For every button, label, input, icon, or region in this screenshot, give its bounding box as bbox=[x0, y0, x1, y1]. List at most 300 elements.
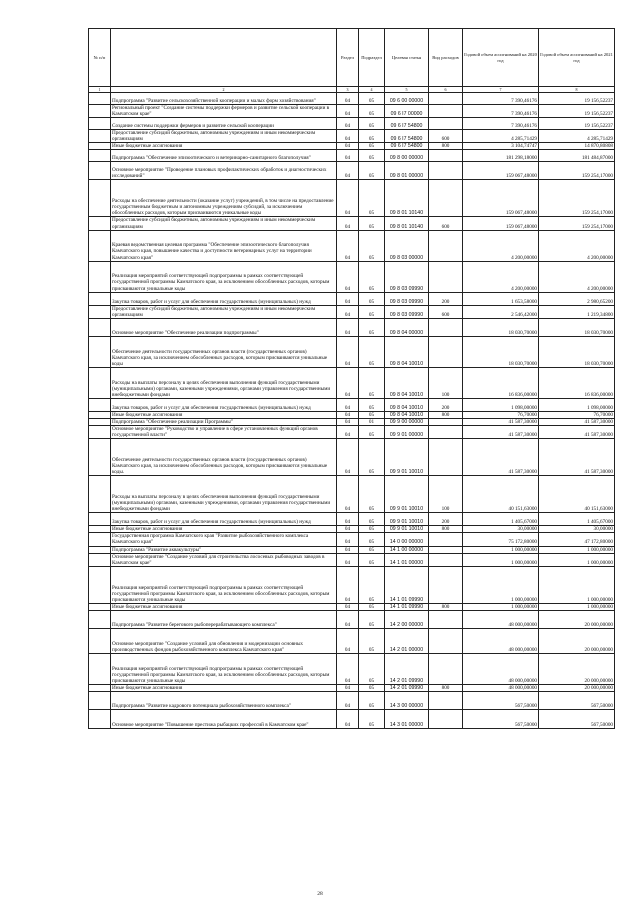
row-volume-2020-cell: 48 000,00000 bbox=[463, 653, 539, 684]
table-row bbox=[89, 105, 615, 118]
row-section-cell: 04 bbox=[337, 217, 359, 230]
row-volume-2021-cell: 76,70000 bbox=[539, 411, 615, 418]
row-section-cell: 04 bbox=[337, 533, 359, 546]
row-volume-2021-cell: 16 836,00000 bbox=[539, 367, 615, 398]
row-name-cell: Подпрограмма "Обеспечение реализации Программы" bbox=[111, 418, 337, 425]
row-volume-2020-cell: 567,50000 bbox=[463, 691, 539, 709]
row-volume-2020-cell: 4 285,71429 bbox=[463, 130, 539, 143]
row-volume-2020-cell: 1 000,00000 bbox=[463, 603, 539, 610]
row-name-cell: Иные бюджетные ассигнования bbox=[111, 526, 337, 533]
row-volume-2020-cell: 7 390,46176 bbox=[463, 118, 539, 130]
row-volume-2021-cell: 18 030,70000 bbox=[539, 318, 615, 336]
row-section-cell: 04 bbox=[337, 130, 359, 143]
row-number-cell bbox=[89, 603, 111, 610]
row-number-cell bbox=[89, 476, 111, 513]
row-volume-2021-cell: 1 098,00000 bbox=[539, 398, 615, 411]
row-number-cell bbox=[89, 305, 111, 318]
row-number-cell bbox=[89, 150, 111, 162]
row-subsection-cell: 05 bbox=[359, 546, 385, 553]
row-name-cell: Реализация мероприятий соответствующей подпрограммы в рамках соответствующей государственной программы Камчатского края, за исключением обособленных расходов, которым присваиваются уникальные коды bbox=[111, 566, 337, 603]
row-name-cell: Закупка товаров, работ и услуг для обеспечения государственных (муниципальных) нужд bbox=[111, 398, 337, 411]
row-volume-2020-cell: 41 587,30000 bbox=[463, 418, 539, 425]
row-subsection-cell: 05 bbox=[359, 305, 385, 318]
row-volume-2021-cell: 1 219,34800 bbox=[539, 305, 615, 318]
row-subsection-cell: 05 bbox=[359, 628, 385, 653]
row-target-article-cell: 09 6 I7 54800 bbox=[385, 130, 429, 143]
row-name-cell: Основное мероприятие "Создание условий для строительства лососевых рыбоводных заводов в Камчатском крае" bbox=[111, 553, 337, 566]
row-volume-2020-cell: 75 172,80000 bbox=[463, 533, 539, 546]
table-row bbox=[89, 553, 615, 566]
row-subsection-cell: 05 bbox=[359, 217, 385, 230]
row-volume-2020-cell: 159 067,48000 bbox=[463, 180, 539, 217]
row-expense-type-cell: 800 bbox=[429, 603, 463, 610]
row-number-cell bbox=[89, 130, 111, 143]
row-expense-type-cell bbox=[429, 162, 463, 180]
row-target-article-cell: 14 1 00 00000 bbox=[385, 546, 429, 553]
row-section-cell: 04 bbox=[337, 476, 359, 513]
row-volume-2020-cell: 30,00000 bbox=[463, 526, 539, 533]
table-row bbox=[89, 411, 615, 418]
row-volume-2021-cell: 1 000,00000 bbox=[539, 603, 615, 610]
row-expense-type-cell: 100 bbox=[429, 476, 463, 513]
row-subsection-cell: 05 bbox=[359, 105, 385, 118]
table-row bbox=[89, 653, 615, 684]
row-subsection-cell: 05 bbox=[359, 398, 385, 411]
row-number-cell bbox=[89, 367, 111, 398]
row-target-article-cell: 09 8 04 10010 bbox=[385, 336, 429, 367]
row-volume-2021-cell: 41 587,30000 bbox=[539, 418, 615, 425]
table-row bbox=[89, 130, 615, 143]
row-name-cell: Реализация мероприятий соответствующей подпрограммы в рамках соответствующей государственной программы Камчатского края, за исключением обособленных расходов, которым присваиваются уникальные коды bbox=[111, 653, 337, 684]
row-name-cell: Создание системы поддержки фермеров и развитие сельской кооперации bbox=[111, 118, 337, 130]
row-target-article-cell: 09 8 04 00000 bbox=[385, 318, 429, 336]
row-number-cell bbox=[89, 526, 111, 533]
row-volume-2021-cell: 2 980,65200 bbox=[539, 292, 615, 305]
row-subsection-cell: 05 bbox=[359, 566, 385, 603]
row-expense-type-cell: 200 bbox=[429, 292, 463, 305]
row-target-article-cell: 09 9 01 00000 bbox=[385, 426, 429, 439]
row-number-cell bbox=[89, 217, 111, 230]
table-row bbox=[89, 318, 615, 336]
row-number-cell bbox=[89, 553, 111, 566]
row-name-cell: Иные бюджетные ассигнования bbox=[111, 603, 337, 610]
table-row bbox=[89, 162, 615, 180]
row-subsection-cell: 05 bbox=[359, 526, 385, 533]
row-volume-2021-cell: 4 200,00000 bbox=[539, 230, 615, 261]
row-section-cell: 04 bbox=[337, 546, 359, 553]
row-name-cell: Расходы на обеспечение деятельности (оказание услуг) учреждений, в том числе на предоставление государственным бюджетным и автономным учреждениям субсидий, за исключением обособленных расходов, которым присваиваются уникальные коды bbox=[111, 180, 337, 217]
row-volume-2021-cell: 19 156,52237 bbox=[539, 118, 615, 130]
row-volume-2021-cell: 41 587,30000 bbox=[539, 426, 615, 439]
row-section-cell: 04 bbox=[337, 603, 359, 610]
row-volume-2021-cell: 159 254,17000 bbox=[539, 162, 615, 180]
row-subsection-cell: 05 bbox=[359, 476, 385, 513]
row-section-cell: 04 bbox=[337, 709, 359, 728]
row-target-article-cell: 09 6 I7 00000 bbox=[385, 105, 429, 118]
row-target-article-cell: 09 8 00 00000 bbox=[385, 150, 429, 162]
row-section-cell: 04 bbox=[337, 418, 359, 425]
row-name-cell: Предоставление субсидий бюджетным, автономным учреждениям и иным некоммерческим организациям bbox=[111, 217, 337, 230]
row-number-cell bbox=[89, 143, 111, 150]
header-section: Раздел bbox=[337, 29, 359, 87]
row-number-cell bbox=[89, 336, 111, 367]
page-number: 28 bbox=[317, 891, 323, 897]
row-expense-type-cell bbox=[429, 439, 463, 476]
table-row bbox=[89, 398, 615, 411]
row-volume-2021-cell: 18 030,70000 bbox=[539, 336, 615, 367]
table-row bbox=[89, 628, 615, 653]
row-target-article-cell: 14 2 00 00000 bbox=[385, 610, 429, 628]
row-section-cell: 04 bbox=[337, 93, 359, 105]
table-row bbox=[89, 143, 615, 150]
row-number-cell bbox=[89, 684, 111, 691]
table-row bbox=[89, 526, 615, 533]
row-section-cell: 04 bbox=[337, 367, 359, 398]
row-name-cell: Иные бюджетные ассигнования bbox=[111, 684, 337, 691]
row-volume-2020-cell: 1 405,67000 bbox=[463, 513, 539, 526]
table-row bbox=[89, 684, 615, 691]
row-expense-type-cell bbox=[429, 318, 463, 336]
row-volume-2020-cell: 41 587,30000 bbox=[463, 439, 539, 476]
row-number-cell bbox=[89, 292, 111, 305]
row-subsection-cell: 05 bbox=[359, 603, 385, 610]
row-volume-2020-cell: 76,70000 bbox=[463, 411, 539, 418]
row-name-cell: Краевая ведомственная целевая программа "Обеспечение эпизоотического благополучия Камчатского края, повышение качества и доступности ветеринарных услуг на территории Камчатского края" bbox=[111, 230, 337, 261]
row-name-cell: Расходы на выплаты персоналу в целях обеспечения выполнения функций государственными (муниципальными) органами, казенными учреждениями, органами управления государственными внебюджетными фондами bbox=[111, 367, 337, 398]
row-target-article-cell: 09 8 03 00000 bbox=[385, 230, 429, 261]
row-name-cell: Подпрограмма "Развитие берегового рыбоперерабатывающего комплекса" bbox=[111, 610, 337, 628]
row-subsection-cell: 05 bbox=[359, 610, 385, 628]
row-section-cell: 04 bbox=[337, 684, 359, 691]
table-row bbox=[89, 118, 615, 130]
row-target-article-cell: 09 8 03 09990 bbox=[385, 261, 429, 292]
row-number-cell bbox=[89, 105, 111, 118]
row-target-article-cell: 14 0 00 00000 bbox=[385, 533, 429, 546]
row-number-cell bbox=[89, 93, 111, 105]
row-section-cell: 04 bbox=[337, 230, 359, 261]
header-volume-2020: Годовой объем ассигнований на 2020 год bbox=[463, 29, 539, 87]
row-volume-2021-cell: 14 870,80808 bbox=[539, 143, 615, 150]
header-name bbox=[111, 29, 337, 87]
header-num: № п/п bbox=[89, 29, 111, 87]
row-expense-type-cell: 800 bbox=[429, 143, 463, 150]
row-section-cell: 04 bbox=[337, 261, 359, 292]
row-expense-type-cell bbox=[429, 610, 463, 628]
row-section-cell: 04 bbox=[337, 426, 359, 439]
row-subsection-cell: 05 bbox=[359, 367, 385, 398]
row-section-cell: 04 bbox=[337, 653, 359, 684]
row-name-cell: Закупка товаров, работ и услуг для обеспечения государственных (муниципальных) нужд bbox=[111, 513, 337, 526]
row-volume-2021-cell: 567,50000 bbox=[539, 709, 615, 728]
table-row bbox=[89, 566, 615, 603]
row-name-cell: Закупка товаров, работ и услуг для обеспечения государственных (муниципальных) нужд bbox=[111, 292, 337, 305]
row-name-cell: Иные бюджетные ассигнования bbox=[111, 411, 337, 418]
row-volume-2020-cell: 181 298,18000 bbox=[463, 150, 539, 162]
row-name-cell: Основное мероприятие "Руководство и управление в сфере установленных функций органов государственной власти" bbox=[111, 426, 337, 439]
table-row bbox=[89, 305, 615, 318]
row-number-cell bbox=[89, 318, 111, 336]
row-volume-2020-cell: 1 098,00000 bbox=[463, 398, 539, 411]
row-section-cell: 04 bbox=[337, 180, 359, 217]
row-target-article-cell: 09 8 03 09990 bbox=[385, 292, 429, 305]
header-target-article: Целевая статья bbox=[385, 29, 429, 87]
row-volume-2021-cell: 20 000,00000 bbox=[539, 684, 615, 691]
column-index: 3 bbox=[337, 87, 359, 93]
row-name-cell: Основное мероприятие "Проведение плановых профилактических обработок и диагностических исследований" bbox=[111, 162, 337, 180]
row-target-article-cell: 09 8 01 10140 bbox=[385, 217, 429, 230]
row-target-article-cell: 09 8 01 00000 bbox=[385, 162, 429, 180]
table-row bbox=[89, 476, 615, 513]
row-volume-2021-cell: 19 156,52237 bbox=[539, 93, 615, 105]
row-target-article-cell: 14 1 01 09990 bbox=[385, 603, 429, 610]
row-volume-2021-cell: 4 285,71429 bbox=[539, 130, 615, 143]
table-row bbox=[89, 418, 615, 425]
row-target-article-cell: 14 1 01 09990 bbox=[385, 566, 429, 603]
row-volume-2020-cell: 18 030,70000 bbox=[463, 318, 539, 336]
row-number-cell bbox=[89, 261, 111, 292]
row-expense-type-cell bbox=[429, 150, 463, 162]
row-number-cell bbox=[89, 533, 111, 546]
row-expense-type-cell: 800 bbox=[429, 526, 463, 533]
row-volume-2021-cell: 20 000,00000 bbox=[539, 628, 615, 653]
row-volume-2021-cell: 41 587,30000 bbox=[539, 439, 615, 476]
column-index: 4 bbox=[359, 87, 385, 93]
row-expense-type-cell bbox=[429, 336, 463, 367]
row-volume-2021-cell: 40 151,63000 bbox=[539, 476, 615, 513]
row-volume-2021-cell: 1 000,00000 bbox=[539, 546, 615, 553]
row-number-cell bbox=[89, 546, 111, 553]
row-expense-type-cell: 100 bbox=[429, 367, 463, 398]
row-expense-type-cell: 600 bbox=[429, 130, 463, 143]
row-expense-type-cell: 200 bbox=[429, 398, 463, 411]
row-number-cell bbox=[89, 162, 111, 180]
row-number-cell bbox=[89, 709, 111, 728]
row-subsection-cell: 05 bbox=[359, 230, 385, 261]
row-target-article-cell: 14 3 00 00000 bbox=[385, 691, 429, 709]
row-expense-type-cell: 800 bbox=[429, 411, 463, 418]
row-expense-type-cell bbox=[429, 709, 463, 728]
row-expense-type-cell bbox=[429, 261, 463, 292]
row-expense-type-cell bbox=[429, 553, 463, 566]
row-section-cell: 04 bbox=[337, 162, 359, 180]
row-subsection-cell: 05 bbox=[359, 336, 385, 367]
table-row bbox=[89, 603, 615, 610]
row-target-article-cell: 14 1 01 00000 bbox=[385, 553, 429, 566]
table-row bbox=[89, 261, 615, 292]
row-number-cell bbox=[89, 439, 111, 476]
column-index: 2 bbox=[111, 87, 337, 93]
row-target-article-cell: 09 8 03 09990 bbox=[385, 305, 429, 318]
column-index: 5 bbox=[385, 87, 429, 93]
row-volume-2021-cell: 4 200,00000 bbox=[539, 261, 615, 292]
row-subsection-cell: 05 bbox=[359, 553, 385, 566]
row-target-article-cell: 09 6 00 00000 bbox=[385, 93, 429, 105]
row-subsection-cell: 05 bbox=[359, 318, 385, 336]
row-volume-2020-cell: 48 000,00000 bbox=[463, 610, 539, 628]
row-section-cell: 04 bbox=[337, 411, 359, 418]
table-row bbox=[89, 230, 615, 261]
row-section-cell: 04 bbox=[337, 628, 359, 653]
table-row bbox=[89, 180, 615, 217]
row-volume-2020-cell: 1 000,00000 bbox=[463, 546, 539, 553]
row-target-article-cell: 14 3 01 00000 bbox=[385, 709, 429, 728]
row-volume-2020-cell: 4 200,00000 bbox=[463, 261, 539, 292]
row-number-cell bbox=[89, 230, 111, 261]
row-name-cell: Обеспечение деятельности государственных органов власти (государственных органов) Камчатского края, за исключением обособленных расходов, которым присваиваются уникальные коды. bbox=[111, 439, 337, 476]
row-number-cell bbox=[89, 180, 111, 217]
row-expense-type-cell bbox=[429, 653, 463, 684]
row-volume-2020-cell: 3 104,74747 bbox=[463, 143, 539, 150]
row-section-cell: 04 bbox=[337, 691, 359, 709]
row-name-cell: Региональный проект "Создание системы поддержки фермеров и развитие сельской кооперации в Камчатском крае" bbox=[111, 105, 337, 118]
row-subsection-cell: 05 bbox=[359, 143, 385, 150]
row-name-cell: Подпрограмма "Развитие кадрового потенциала рыбохозяйственного комплекса" bbox=[111, 691, 337, 709]
row-subsection-cell: 05 bbox=[359, 426, 385, 439]
table-row bbox=[89, 691, 615, 709]
row-expense-type-cell bbox=[429, 105, 463, 118]
row-target-article-cell: 09 8 01 10140 bbox=[385, 180, 429, 217]
row-expense-type-cell bbox=[429, 93, 463, 105]
row-target-article-cell: 09 9 01 10010 bbox=[385, 476, 429, 513]
row-section-cell: 04 bbox=[337, 398, 359, 411]
row-subsection-cell: 05 bbox=[359, 709, 385, 728]
row-expense-type-cell bbox=[429, 418, 463, 425]
row-target-article-cell: 09 9 01 10010 bbox=[385, 439, 429, 476]
column-index: 6 bbox=[429, 87, 463, 93]
row-number-cell bbox=[89, 411, 111, 418]
row-volume-2020-cell: 2 546,42000 bbox=[463, 305, 539, 318]
header-volume-2021: Годовой объем ассигнований на 2021 год bbox=[539, 29, 615, 87]
row-section-cell: 04 bbox=[337, 150, 359, 162]
row-volume-2020-cell: 41 587,30000 bbox=[463, 426, 539, 439]
row-section-cell: 04 bbox=[337, 566, 359, 603]
row-section-cell: 04 bbox=[337, 143, 359, 150]
row-section-cell: 04 bbox=[337, 439, 359, 476]
row-volume-2020-cell: 40 151,63000 bbox=[463, 476, 539, 513]
table-row bbox=[89, 426, 615, 439]
table-row bbox=[89, 439, 615, 476]
row-section-cell: 04 bbox=[337, 336, 359, 367]
row-target-article-cell: 09 6 I7 54800 bbox=[385, 143, 429, 150]
row-target-article-cell: 14 2 01 09990 bbox=[385, 653, 429, 684]
table-row bbox=[89, 367, 615, 398]
row-expense-type-cell: 600 bbox=[429, 217, 463, 230]
table-row bbox=[89, 709, 615, 728]
table-body bbox=[89, 93, 615, 729]
row-subsection-cell: 05 bbox=[359, 411, 385, 418]
row-section-cell: 04 bbox=[337, 118, 359, 130]
row-volume-2020-cell: 1 000,00000 bbox=[463, 553, 539, 566]
row-volume-2020-cell: 4 200,00000 bbox=[463, 230, 539, 261]
row-subsection-cell: 05 bbox=[359, 684, 385, 691]
row-name-cell: Расходы на выплаты персоналу в целях обеспечения выполнения функций государственными (муниципальными) органами, казенными учреждениями, органами управления государственными внебюджетными фондами bbox=[111, 476, 337, 513]
table-row bbox=[89, 513, 615, 526]
row-volume-2021-cell: 159 254,17000 bbox=[539, 217, 615, 230]
row-subsection-cell: 05 bbox=[359, 162, 385, 180]
row-number-cell bbox=[89, 566, 111, 603]
row-name-cell: Подпрограмма "Развитие сельскохозяйственной кооперации и малых форм хозяйствования" bbox=[111, 93, 337, 105]
column-index: 8 bbox=[539, 87, 615, 93]
row-expense-type-cell bbox=[429, 230, 463, 261]
table-row bbox=[89, 610, 615, 628]
column-index: 1 bbox=[89, 87, 111, 93]
header-expense-type: Вид расходов bbox=[429, 29, 463, 87]
table-row bbox=[89, 292, 615, 305]
row-subsection-cell: 05 bbox=[359, 150, 385, 162]
row-subsection-cell: 05 bbox=[359, 180, 385, 217]
row-expense-type-cell bbox=[429, 546, 463, 553]
row-volume-2020-cell: 7 390,46176 bbox=[463, 93, 539, 105]
row-subsection-cell: 05 bbox=[359, 691, 385, 709]
table-row bbox=[89, 336, 615, 367]
row-subsection-cell: 05 bbox=[359, 513, 385, 526]
row-volume-2021-cell: 181 484,87000 bbox=[539, 150, 615, 162]
row-volume-2021-cell: 20 000,00000 bbox=[539, 653, 615, 684]
row-name-cell: Иные бюджетные ассигнования bbox=[111, 143, 337, 150]
row-number-cell bbox=[89, 653, 111, 684]
table-row bbox=[89, 546, 615, 553]
table-row bbox=[89, 533, 615, 546]
row-expense-type-cell: 200 bbox=[429, 513, 463, 526]
row-target-article-cell: 09 9 01 10010 bbox=[385, 513, 429, 526]
row-number-cell bbox=[89, 610, 111, 628]
row-subsection-cell: 05 bbox=[359, 653, 385, 684]
row-volume-2020-cell: 567,50000 bbox=[463, 709, 539, 728]
row-expense-type-cell: 800 bbox=[429, 684, 463, 691]
row-subsection-cell: 05 bbox=[359, 292, 385, 305]
row-volume-2020-cell: 159 067,48000 bbox=[463, 217, 539, 230]
row-volume-2020-cell: 1 653,58000 bbox=[463, 292, 539, 305]
row-volume-2021-cell: 1 000,00000 bbox=[539, 553, 615, 566]
column-index: 7 bbox=[463, 87, 539, 93]
row-target-article-cell: 09 9 01 10010 bbox=[385, 526, 429, 533]
row-number-cell bbox=[89, 118, 111, 130]
row-volume-2021-cell: 30,00000 bbox=[539, 526, 615, 533]
row-subsection-cell: 05 bbox=[359, 533, 385, 546]
row-target-article-cell: 09 8 04 10010 bbox=[385, 367, 429, 398]
row-name-cell: Основное мероприятие "Создание условий для обновления и модернизации основных производственных фондов рыбохозяйственного комплекса Камчатского края" bbox=[111, 628, 337, 653]
row-subsection-cell: 01 bbox=[359, 418, 385, 425]
row-expense-type-cell bbox=[429, 628, 463, 653]
row-number-cell bbox=[89, 426, 111, 439]
row-expense-type-cell bbox=[429, 180, 463, 217]
row-name-cell: Основное мероприятие "Повышение престижа рыбацких профессий в Камчатском крае" bbox=[111, 709, 337, 728]
budget-table bbox=[88, 28, 615, 729]
row-subsection-cell: 05 bbox=[359, 130, 385, 143]
row-name-cell: Государственная программа Камчатского края "Развитие рыбохозяйственного комплекса Камчатского края" bbox=[111, 533, 337, 546]
row-subsection-cell: 05 bbox=[359, 118, 385, 130]
row-section-cell: 04 bbox=[337, 318, 359, 336]
row-number-cell bbox=[89, 628, 111, 653]
table-row bbox=[89, 150, 615, 162]
row-name-cell: Подпрограмма "Развитие аквакультуры" bbox=[111, 546, 337, 553]
header-subsection: Подраздел bbox=[359, 29, 385, 87]
row-expense-type-cell bbox=[429, 426, 463, 439]
row-volume-2021-cell: 1 405,67000 bbox=[539, 513, 615, 526]
row-section-cell: 04 bbox=[337, 526, 359, 533]
row-volume-2020-cell: 159 067,48000 bbox=[463, 162, 539, 180]
row-name-cell: Предоставление субсидий бюджетным, автономным учреждениям и иным некоммерческим организациям bbox=[111, 130, 337, 143]
row-volume-2020-cell: 48 000,00000 bbox=[463, 684, 539, 691]
row-expense-type-cell bbox=[429, 566, 463, 603]
row-section-cell: 04 bbox=[337, 105, 359, 118]
row-volume-2020-cell: 7 390,46176 bbox=[463, 105, 539, 118]
row-volume-2021-cell: 567,50000 bbox=[539, 691, 615, 709]
row-expense-type-cell bbox=[429, 118, 463, 130]
row-volume-2021-cell: 159 254,17000 bbox=[539, 180, 615, 217]
row-name-cell: Основное мероприятие "Обеспечение реализации подпрограммы" bbox=[111, 318, 337, 336]
row-number-cell bbox=[89, 691, 111, 709]
